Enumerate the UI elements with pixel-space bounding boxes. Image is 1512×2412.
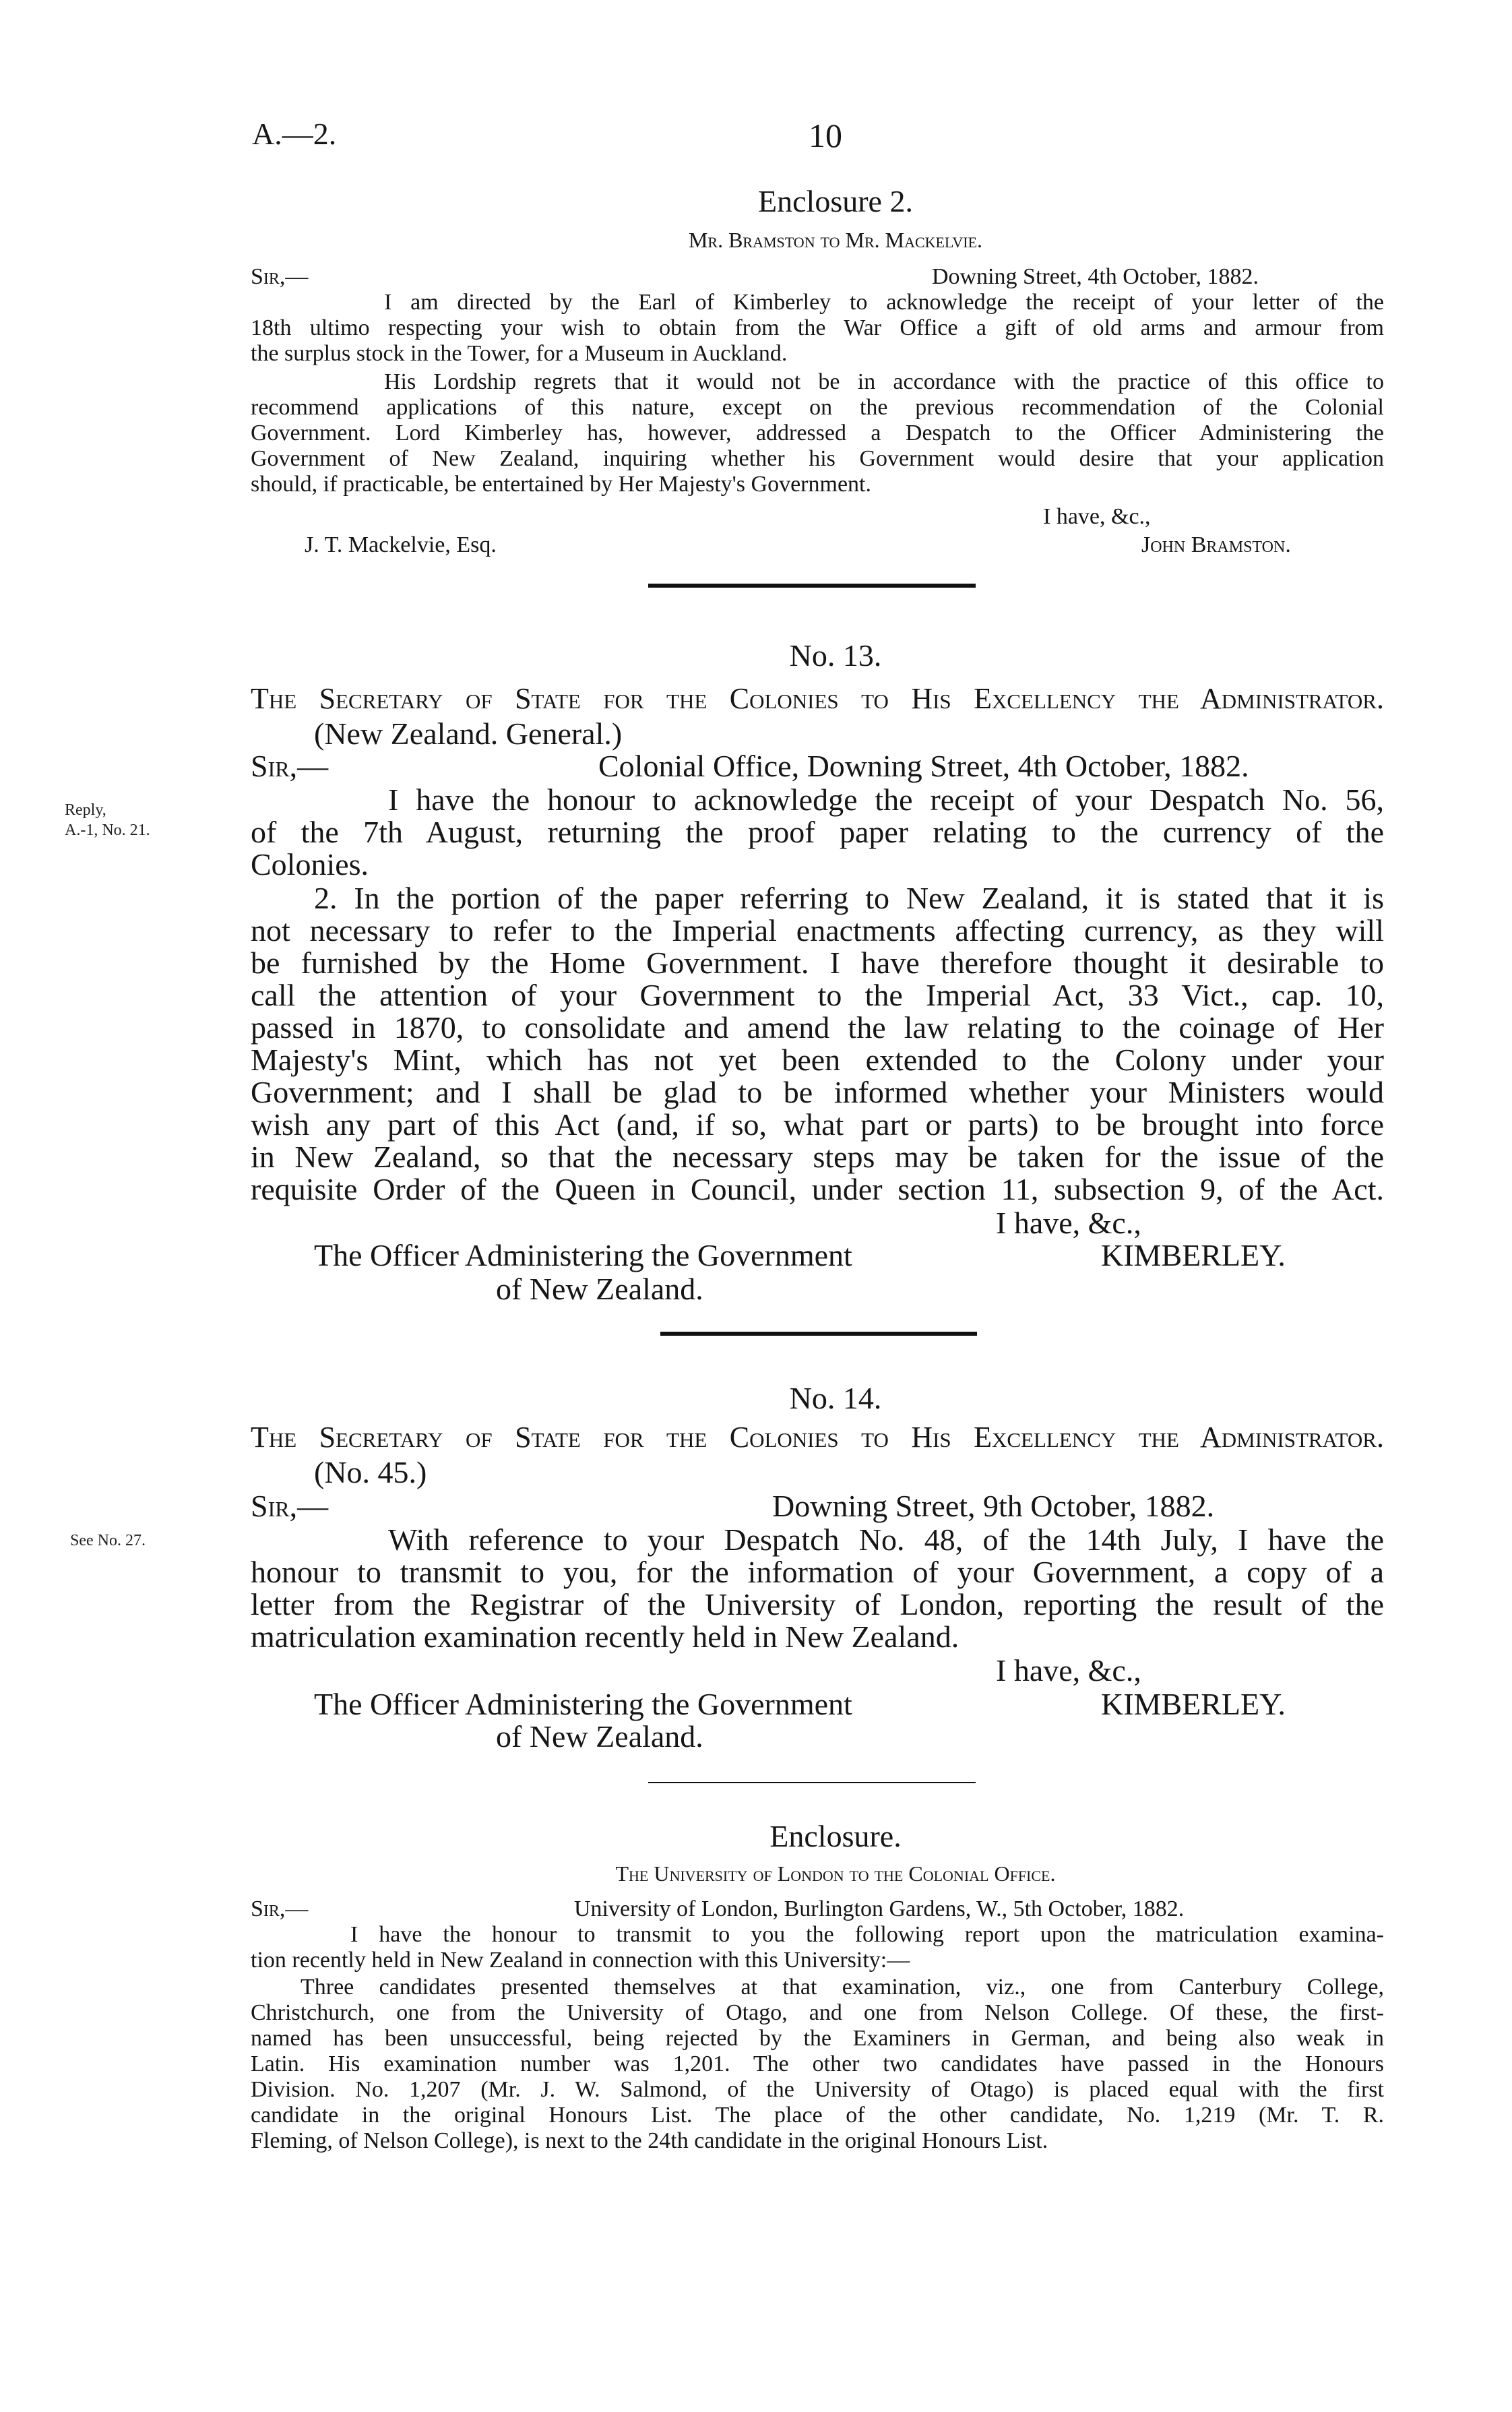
page-number: 10 xyxy=(809,117,842,154)
enclosure-2-from-to: Mr. Bramston to Mr. Mackelvie. xyxy=(688,228,983,252)
enclosure-2-p1-line: I am directed by the Earl of Kimberley to acknowledge the receipt of your letter of the xyxy=(384,290,1384,315)
no-13-heading-text: The Secretary of State for the Colonies to His Excellency the Administrator. xyxy=(251,682,1384,715)
no-13-signature: KIMBERLEY. xyxy=(1101,1238,1286,1272)
enclosure-p2-line: Three candidates presented themselves at that examination, viz., one from Canterbury College, xyxy=(301,1975,1384,2000)
section-divider xyxy=(660,1332,977,1336)
no-13-p2-line: Government; and I shall be glad to be informed whether your Ministers would xyxy=(251,1075,1384,1109)
no-14-number: No. 14. xyxy=(789,1381,882,1415)
no-14-p1-line: honour to transmit to you, for the information of your Government, a copy of a xyxy=(251,1555,1384,1589)
enclosure-2-title: Enclosure 2. xyxy=(758,184,913,218)
enclosure-2-closing: I have, &c., xyxy=(1043,504,1151,529)
enclosure-2-p1-line: 18th ultimo respecting your wish to obtain from the War Office a gift of old arms and armour from xyxy=(251,315,1384,340)
enclosure-salutation: Sir,— xyxy=(251,1896,309,1921)
no-14-heading-text: The Secretary of State for the Colonies to His Excellency the Administrator. xyxy=(251,1421,1384,1454)
section-divider xyxy=(648,584,976,588)
no-14-p1-line: With reference to your Despatch No. 48, of the 14th July, I have the xyxy=(388,1522,1384,1557)
enclosure-from-to: The University of London to the Colonial Office. xyxy=(615,1861,1056,1886)
no-14-addressee-line: The Officer Administering the Government xyxy=(314,1687,852,1721)
no-14-salutation: Sir,— xyxy=(251,1489,329,1523)
no-14-dateline: Downing Street, 9th October, 1882. xyxy=(772,1489,1215,1523)
no-13-p2-line: 2. In the portion of the paper referring to New Zealand, it is stated that it is xyxy=(314,881,1384,915)
no-13-p2-line: be furnished by the Home Government. I have therefore thought it desirable to xyxy=(251,946,1384,980)
enclosure-2-dateline: Downing Street, 4th October, 1882. xyxy=(932,264,1259,289)
enclosure-p1-line: tion recently held in New Zealand in connection with this University:— xyxy=(251,1948,910,1973)
no-13-p2-line: requisite Order of the Queen in Council, under section 11, subsection 9, of the Act. xyxy=(251,1172,1384,1206)
margin-note-see: See No. 27. xyxy=(70,1532,146,1549)
no-13-p2-line: call the attention of your Government to the Imperial Act, 33 Vict., cap. 10, xyxy=(251,978,1384,1012)
no-13-p1-line: of the 7th August, returning the proof paper relating to the currency of the xyxy=(251,815,1384,849)
enclosure-2-signature: John Bramston. xyxy=(1141,532,1291,557)
section-divider xyxy=(648,1782,976,1783)
enclosure-2-addressee: J. T. Mackelvie, Esq. xyxy=(305,532,497,557)
enclosure-2-p2-line: should, if practicable, be entertained by Her Majesty's Government. xyxy=(251,472,871,497)
enclosure-p2-line: Latin. His examination number was 1,201. The other two candidates have passed in the Honours xyxy=(251,2051,1384,2076)
enclosure-p2-line: Christchurch, one from the University of Otago, and one from Nelson College. Of these, the first- xyxy=(251,2000,1384,2025)
no-14-p1-line: matriculation examination recently held in New Zealand. xyxy=(251,1619,959,1654)
no-13-p2-line: passed in 1870, to consolidate and amend the law relating to the coinage of Her xyxy=(251,1010,1384,1045)
no-14-heading xyxy=(251,1421,1384,1454)
no-13-addressee-line: of New Zealand. xyxy=(496,1272,703,1306)
enclosure-title: Enclosure. xyxy=(769,1819,902,1853)
no-13-dateline: Colonial Office, Downing Street, 4th October, 1882. xyxy=(598,749,1249,783)
enclosure-p2-line: Division. No. 1,207 (Mr. J. W. Salmond, of the University of Otago) is placed equal with the first xyxy=(251,2077,1384,2102)
enclosure-2-p1-line: the surplus stock in the Tower, for a Museum in Auckland. xyxy=(251,341,788,366)
enclosure-2-salutation: Sir,— xyxy=(251,264,309,289)
no-14-addressee-line: of New Zealand. xyxy=(496,1719,703,1754)
no-13-p2-line: in New Zealand, so that the necessary steps may be taken for the issue of the xyxy=(251,1140,1384,1174)
no-14-p1-line: letter from the Registrar of the University of London, reporting the result of the xyxy=(251,1587,1384,1621)
enclosure-2-p2-line: Government of New Zealand, inquiring whether his Government would desire that your application xyxy=(251,446,1384,471)
enclosure-2-p2-line: His Lordship regrets that it would not be in accordance with the practice of this office to xyxy=(384,369,1384,394)
no-14-signature: KIMBERLEY. xyxy=(1101,1687,1286,1721)
enclosure-p1-line: I have the honour to transmit to you the following report upon the matriculation examina- xyxy=(350,1922,1384,1947)
no-14-closing: I have, &c., xyxy=(996,1653,1141,1688)
no-13-number: No. 13. xyxy=(789,638,882,673)
enclosure-2-p2-line: Government. Lord Kimberley has, however, addressed a Despatch to the Officer Administering the xyxy=(251,421,1384,445)
no-13-p2-line: Majesty's Mint, which has not yet been extended to the Colony under your xyxy=(251,1043,1384,1077)
no-13-heading xyxy=(251,682,1384,716)
enclosure-2-p2-line: recommend applications of this nature, except on the previous recommendation of the Colonial xyxy=(251,395,1384,420)
enclosure-dateline: University of London, Burlington Gardens, W., 5th October, 1882. xyxy=(574,1896,1185,1921)
margin-note-reply: Reply, xyxy=(65,801,106,819)
enclosure-p2-line: named has been unsuccessful, being rejected by the Examiners in German, and being also weak in xyxy=(251,2026,1384,2051)
enclosure-p2-line: Fleming, of Nelson College), is next to the 24th candidate in the original Honours List. xyxy=(251,2128,1048,2153)
no-13-subheading: (New Zealand. General.) xyxy=(314,716,623,751)
margin-note-reference: A.-1, No. 21. xyxy=(65,822,150,839)
no-13-closing: I have, &c., xyxy=(996,1206,1141,1240)
no-13-p1-line: I have the honour to acknowledge the receipt of your Despatch No. 56, xyxy=(388,782,1384,817)
no-13-p1-line: Colonies. xyxy=(251,847,369,882)
no-13-p2-line: wish any part of this Act (and, if so, what part or parts) to be brought into force xyxy=(251,1107,1384,1142)
enclosure-p2-line: candidate in the original Honours List. The place of the other candidate, No. 1,219 (Mr. T. R. xyxy=(251,2103,1384,2128)
no-13-salutation: Sir,— xyxy=(251,749,329,783)
page-reference: A.—2. xyxy=(252,117,337,151)
no-14-subheading: (No. 45.) xyxy=(314,1455,427,1489)
no-13-addressee-line: The Officer Administering the Government xyxy=(314,1238,852,1272)
no-13-p2-line: not necessary to refer to the Imperial enactments affecting currency, as they will xyxy=(251,913,1384,948)
